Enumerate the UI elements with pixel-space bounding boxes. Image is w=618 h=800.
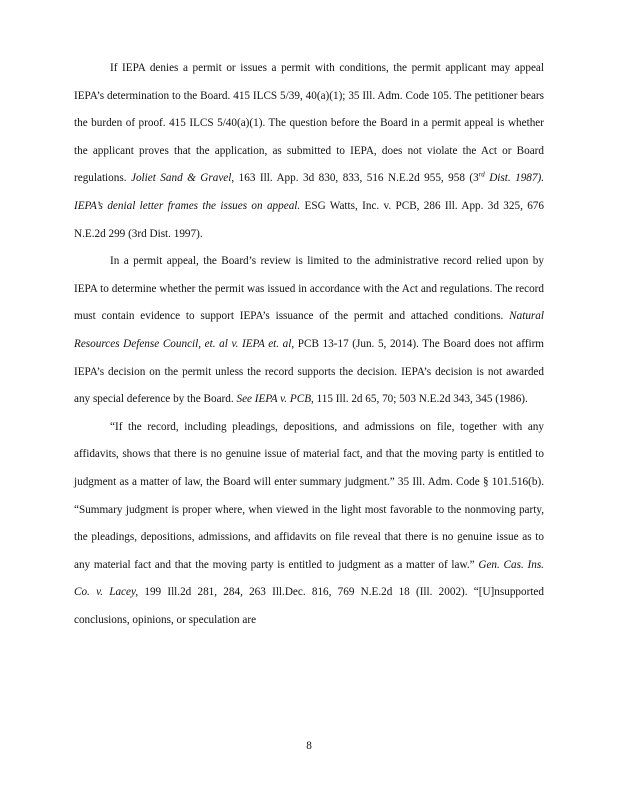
paragraph	[74, 55, 544, 248]
paragraph-text: PCB 13-17 (Jun. 5, 2014). The Board does not affirm IEPA’s decision on the permit unless the record supports the decision. IEPA’s decision is not awarded any special deference by the Board.	[74, 337, 544, 406]
paragraph	[74, 414, 544, 635]
italic-citation-text: Gen. Cas. Ins. Co. v. Lacey,	[74, 558, 544, 599]
italic-citation-text: Dist. 1987). IEPA’s denial letter frames the issues on appeal.	[74, 172, 545, 212]
paragraph-text: If IEPA denies a permit or issues a permit with conditions, the permit applicant may appeal IEPA’s determination to the Board. 415 ILCS 5/39, 40(a)(1); 35 Ill. Adm. Code 105. The petitioner bears the burden of proof. 415 ILCS 5/40(a)(1). The question before the Board in a permit appeal is whether the applicant proves that the application, as submitted to IEPA, does not violate the Act or Board regulations.	[74, 62, 544, 185]
paragraph-text: In a permit appeal, the Board’s review is limited to the administrative record relied upon by IEPA to determine whether the permit was issued in accordance with the Act and regulations. The record must contain evidence to support IEPA’s issuance of the permit and attached conditions.	[74, 255, 544, 323]
paragraph-text: ESG Watts, Inc. v. PCB, 286 Ill. App. 3d 325, 676 N.E.2d 299 (3rd Dist. 1997).	[74, 199, 544, 240]
body-text	[74, 55, 544, 634]
italic-citation-text: See IEPA v. PCB	[236, 393, 312, 406]
italic-citation-text: rd	[478, 170, 485, 179]
paragraph-text: , 115 Ill. 2d 65, 70; 503 N.E.2d 343, 345 (1986).	[311, 393, 528, 406]
paragraph-text: 199 Ill.2d 281, 284, 263 Ill.Dec. 816, 769 N.E.2d 18 (Ill. 2002). “[U]nsupported conclusions, opinions, or speculation are	[74, 586, 544, 626]
italic-citation-text: Joliet Sand & Gravel	[130, 172, 232, 185]
paragraph-text: “If the record, including pleadings, depositions, and admissions on file, together with any affidavits, shows that there is no genuine issue of material fact, and that the moving party is entitled to judgment as a matter of law, the Board will enter summary judgment.” 35 Ill. Adm. Code § 101.516(b). “Summary judgment is proper where, when viewed in the light most favorable to the nonmoving party, the pleadings, depositions, admissions, and affidavits on file reveal that there is no genuine issue as to any material fact and that the moving party is entitled to judgment as a matter of law.”	[74, 420, 544, 571]
paragraph	[74, 248, 544, 414]
paragraph-text: , 163 Ill. App. 3d 830, 833, 516 N.E.2d 955, 958 (3	[231, 172, 479, 185]
page-number: 8	[306, 740, 312, 752]
italic-citation-text: Natural Resources Defense Council, et. al v. IEPA et. al,	[74, 310, 544, 350]
